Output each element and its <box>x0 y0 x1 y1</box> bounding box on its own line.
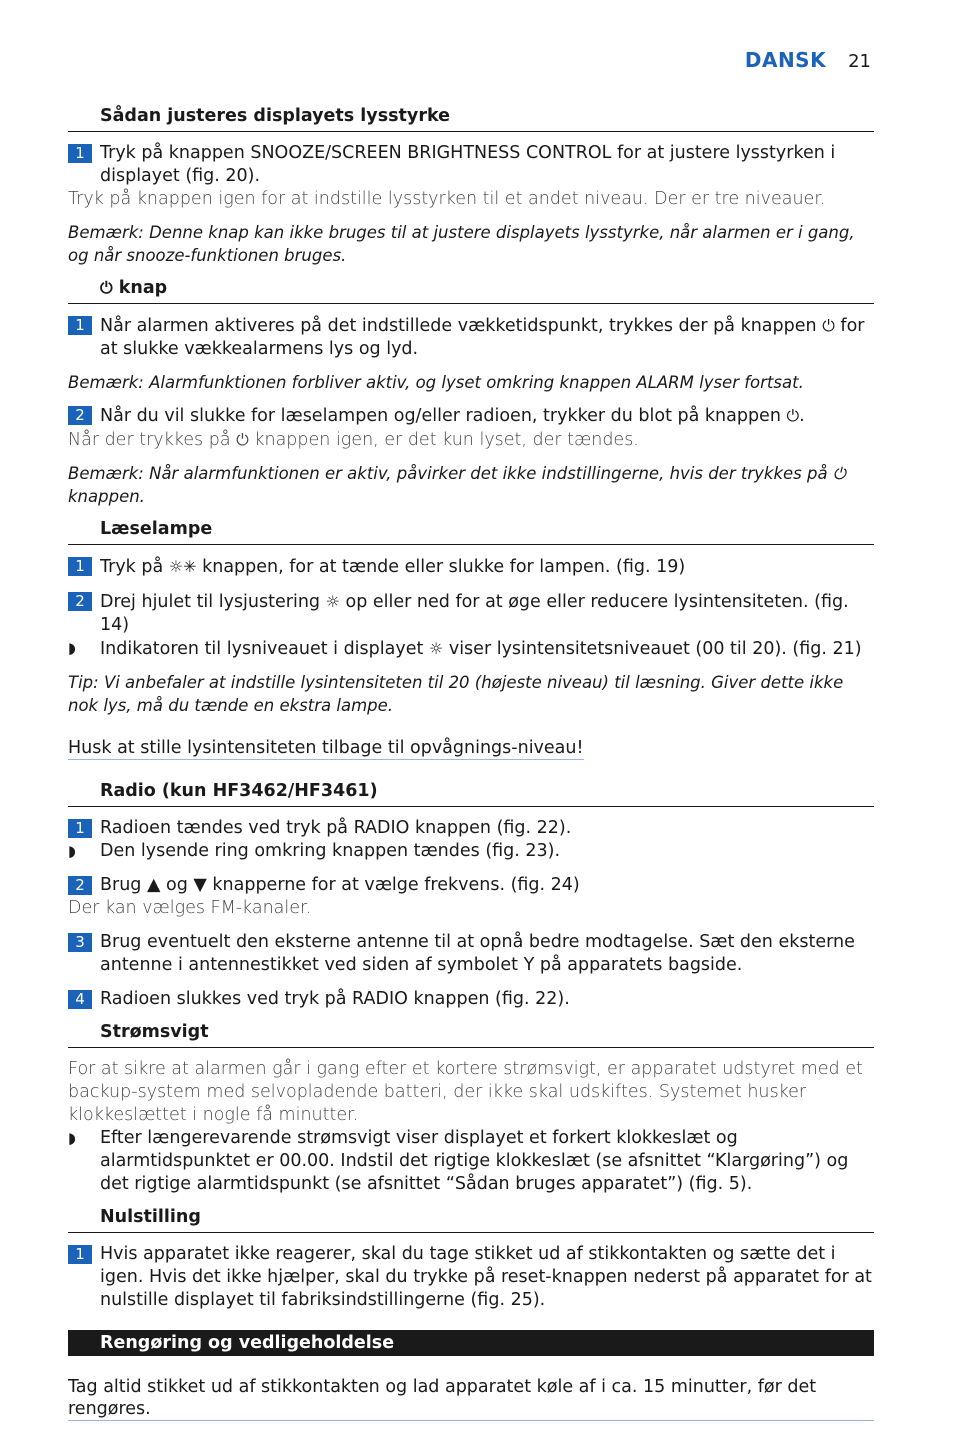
brightness-icon: ☼ <box>428 639 444 658</box>
note-text-part: Bemærk: Når alarmfunktionen er aktiv, påvirker det ikke indstillingerne, hvis der trykkes på <box>68 464 828 483</box>
bullet-text: Den lysende ring omkring knappen tændes (fig. 23). <box>100 841 561 861</box>
page-content <box>68 105 874 1431</box>
step-text: knappen, for at tænde eller slukke for lampen. (fig. 19) <box>202 557 686 577</box>
step-number: 1 <box>68 144 92 163</box>
step-item <box>68 817 874 840</box>
step-text: Radioen slukkes ved tryk på RADIO knappen (fig. 22). <box>100 989 570 1009</box>
step-item <box>68 404 874 428</box>
step-text: . <box>799 406 805 426</box>
bullet-text: Indikatoren til lysniveauet i displayet <box>100 639 424 659</box>
step-text: Tryk på <box>100 557 164 577</box>
power-icon: ⏻ <box>236 430 249 449</box>
step-item <box>68 1243 874 1312</box>
step-number: 1 <box>68 1245 92 1264</box>
note-text <box>68 462 874 508</box>
note-text-part: knappen. <box>68 487 145 506</box>
step-text: Brug ▲ og ▼ knapperne for at vælge frekvens. (fig. 24) <box>100 875 580 895</box>
section-heading-reset: Nulstilling <box>68 1206 874 1233</box>
power-icon: ⏻ <box>786 406 800 425</box>
body-text: Tryk på knappen igen for at indstille lysstyrken til et andet niveau. Der er tre niveauer. <box>68 189 826 209</box>
step-item <box>68 555 874 579</box>
page-header <box>745 48 871 72</box>
section-heading-cleaning: Rengøring og vedligeholdelse <box>68 1330 874 1356</box>
step-item <box>68 590 874 637</box>
bullet-icon: ◗ <box>68 1129 76 1147</box>
section-heading-radio: Radio (kun HF3462/HF3461) <box>68 780 874 807</box>
step-item <box>68 874 874 897</box>
step-number: 2 <box>68 592 92 611</box>
step-number: 1 <box>68 316 92 335</box>
step-item <box>68 988 874 1011</box>
bullet-icon: ◗ <box>68 639 76 657</box>
power-icon: ⏻ <box>822 316 835 335</box>
step-text: Når alarmen aktiveres på det indstillede vækketidspunkt, trykkes der på knappen <box>100 316 817 336</box>
section-heading-power-button <box>68 277 874 304</box>
step-number: 1 <box>68 819 92 838</box>
language-label: DANSK <box>744 48 827 72</box>
note-text: Bemærk: Alarmfunktionen forbliver aktiv, og lyset omkring knappen ALARM lyser fortsat. <box>68 373 804 392</box>
lamp-icon: ☼✳ <box>168 557 197 576</box>
section-heading-text: knap <box>118 278 168 298</box>
body-text <box>68 428 874 452</box>
section-heading-reading-lamp: Læselampe <box>68 518 874 545</box>
step-text: for at slukke vækkealarmens lys og lyd. <box>100 316 865 359</box>
reminder-text: Husk at stille lysintensiteten tilbage til opvågnings-niveau! <box>68 738 584 758</box>
step-text: Hvis apparatet ikke reagerer, skal du tage stikket ud af stikkontakten og sætte det i igen. Hvis det ikke hjælper, skal du trykke på reset-knappen nederst på apparatet for at nulstille displayet til fabriksindstillingerne (fig. 25). <box>100 1244 872 1310</box>
tip-text: Tip: Vi anbefaler at indstille lysintensiteten til 20 (højeste niveau) til læsning. Giver dette ikke nok lys, må du tænde en ekstra lampe. <box>68 673 844 715</box>
step-text: Radioen tændes ved tryk på RADIO knappen (fig. 22). <box>100 818 572 838</box>
body-text: For at sikre at alarmen går i gang efter et kortere strømsvigt, er apparatet udstyret med et backup-system med selvopladende batteri, der ikke skal udskiftes. Systemet husker klokkeslættet i nogle få minutter. <box>68 1059 863 1125</box>
cleaning-text: Tag altid stikket ud af stikkontakten og lad apparatet køle af i ca. 15 minutter, før det rengøres. <box>68 1376 874 1421</box>
step-number: 1 <box>68 557 92 576</box>
bullet-icon: ◗ <box>68 842 76 860</box>
page-number: 21 <box>848 51 871 72</box>
step-text: Brug eventuelt den eksterne antenne til at opnå bedre modtagelse. Sæt den eksterne antenne i antennestikket ved siden af symbolet Y på apparatets bagside. <box>100 932 855 975</box>
step-text: Når du vil slukke for læselampen og/eller radioen, trykker du blot på knappen <box>100 406 781 426</box>
step-number: 2 <box>68 876 92 895</box>
note-text: Bemærk: Denne knap kan ikke bruges til at justere displayets lysstyrke, når alarmen er i gang, og når snooze-funktionen bruges. <box>68 223 855 265</box>
step-item <box>68 931 874 977</box>
bullet-text: viser lysintensitetsniveauet (00 til 20). (fig. 21) <box>448 639 862 659</box>
power-icon: ⏻ <box>832 464 846 483</box>
step-text: Drej hjulet til lysjustering <box>100 592 321 612</box>
step-item <box>68 314 874 361</box>
step-number: 3 <box>68 933 92 952</box>
step-item <box>68 142 874 188</box>
power-icon: ⏻ <box>100 278 113 297</box>
step-number: 4 <box>68 990 92 1009</box>
bullet-text: Efter længerevarende strømsvigt viser displayet et forkert klokkeslæt og alarmtidspunktet er 00.00. Indstil det rigtige klokkeslæt (se afsnittet “Klargøring”) og det rigtige alarmtidspunkt (se afsnittet “Sådan bruges apparatet”) (fig. 5). <box>100 1128 849 1194</box>
body-text: Der kan vælges FM-kanaler. <box>68 898 312 918</box>
bullet-item <box>68 637 874 661</box>
bullet-item <box>68 840 874 863</box>
brightness-icon: ☼ <box>325 592 340 611</box>
body-text-part: knappen igen, er det kun lyset, der tændes. <box>254 430 639 450</box>
step-text: op eller ned for at øge eller reducere lysintensiteten. (fig. 14) <box>100 592 849 635</box>
section-heading-power-failure: Strømsvigt <box>68 1021 874 1048</box>
body-text-part: Når der trykkes på <box>68 430 231 450</box>
section-heading-brightness: Sådan justeres displayets lysstyrke <box>68 105 874 132</box>
bullet-item <box>68 1127 874 1196</box>
step-text: Tryk på knappen SNOOZE/SCREEN BRIGHTNESS CONTROL for at justere lysstyrken i displayet (fig. 20). <box>100 143 836 186</box>
step-number: 2 <box>68 406 92 425</box>
